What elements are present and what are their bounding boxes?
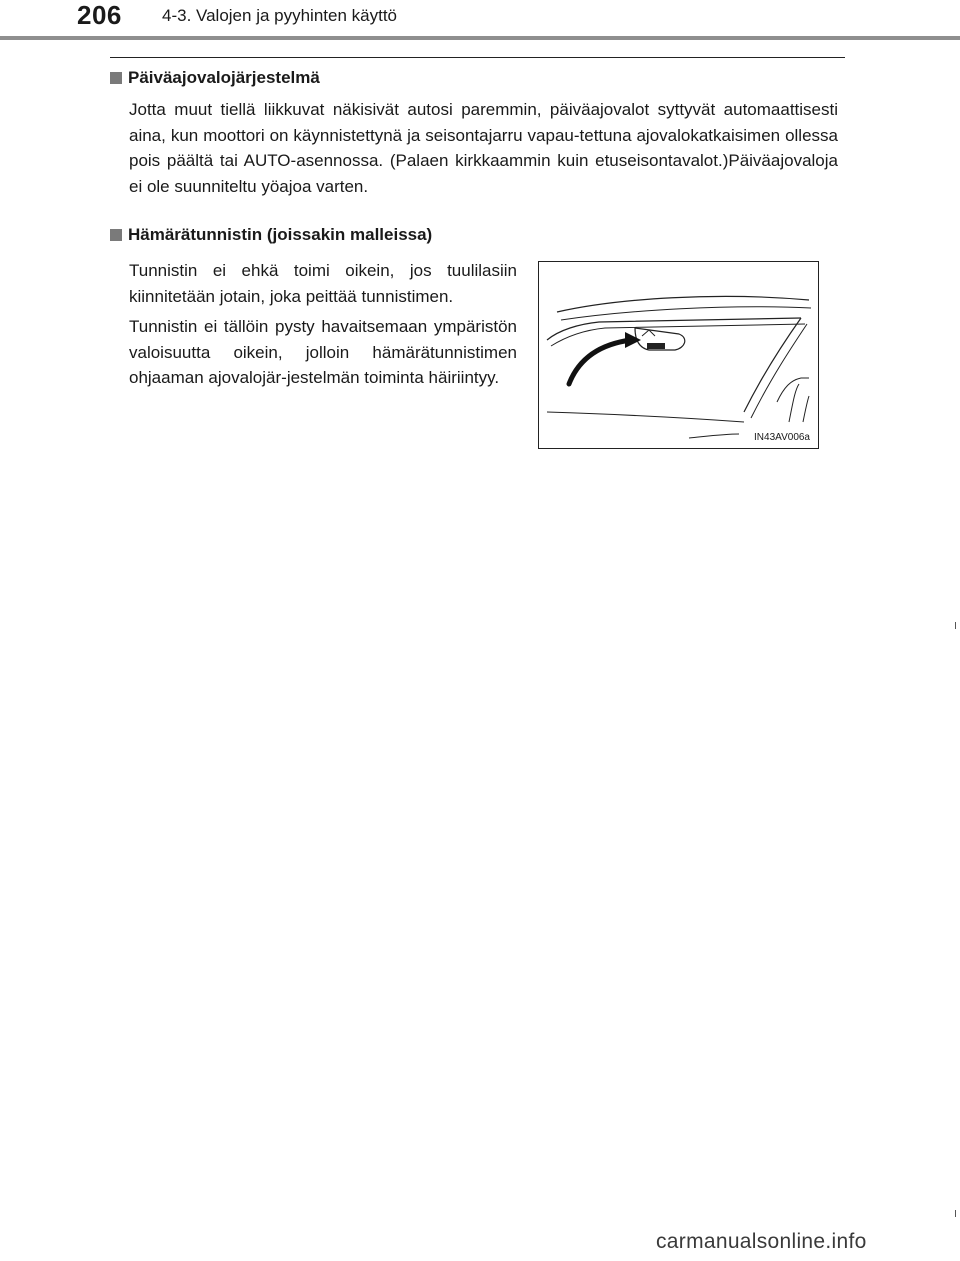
- paragraph-daytime-running-lights: Jotta muut tiellä liikkuvat näkisivät autosi paremmin, päiväajovalot syttyvät automaattisesti aina, kun moottori on käynnistettynä ja seisontajarru vapau-tettuna ajovalokatkaisimen ollessa pois päältä tai AUTO-asennossa. (Palaen kirkkaammin kuin etuseisontavalot.)Päiväajovaloja ei ole suunniteltu yöajoa varten.: [129, 100, 838, 196]
- content-top-rule: [110, 57, 845, 58]
- windshield-drawing: [539, 262, 820, 450]
- heading-text: Hämärätunnistin (joissakin malleissa): [128, 225, 433, 244]
- square-bullet-icon: [110, 229, 122, 241]
- margin-tick: [955, 1210, 956, 1217]
- header-divider: [0, 36, 960, 40]
- heading-text: Päiväajovalojärjestelmä: [128, 68, 320, 87]
- figure-code: IN43AV006a: [754, 432, 810, 443]
- windshield-sensor-illustration: [538, 261, 819, 449]
- section-title: 4-3. Valojen ja pyyhinten käyttö: [162, 6, 397, 25]
- square-bullet-icon: [110, 72, 122, 84]
- paragraph-sensor-malfunction: Tunnistin ei tällöin pysty havaitsemaan ympäristön valoisuutta oikein, jolloin hämärätunnistimen ohjaaman ajovalojär-jestelmän toiminta häiriintyy.: [129, 317, 517, 387]
- page-number: 206: [77, 0, 122, 30]
- watermark: carmanualsonline.info: [656, 1230, 867, 1253]
- heading-light-sensor: [110, 225, 432, 245]
- heading-daytime-running-lights: [110, 68, 320, 88]
- paragraph-sensor-obstruction: Tunnistin ei ehkä toimi oikein, jos tuulilasiin kiinnitetään jotain, joka peittää tunnistimen.: [129, 261, 517, 306]
- margin-tick: [955, 622, 956, 629]
